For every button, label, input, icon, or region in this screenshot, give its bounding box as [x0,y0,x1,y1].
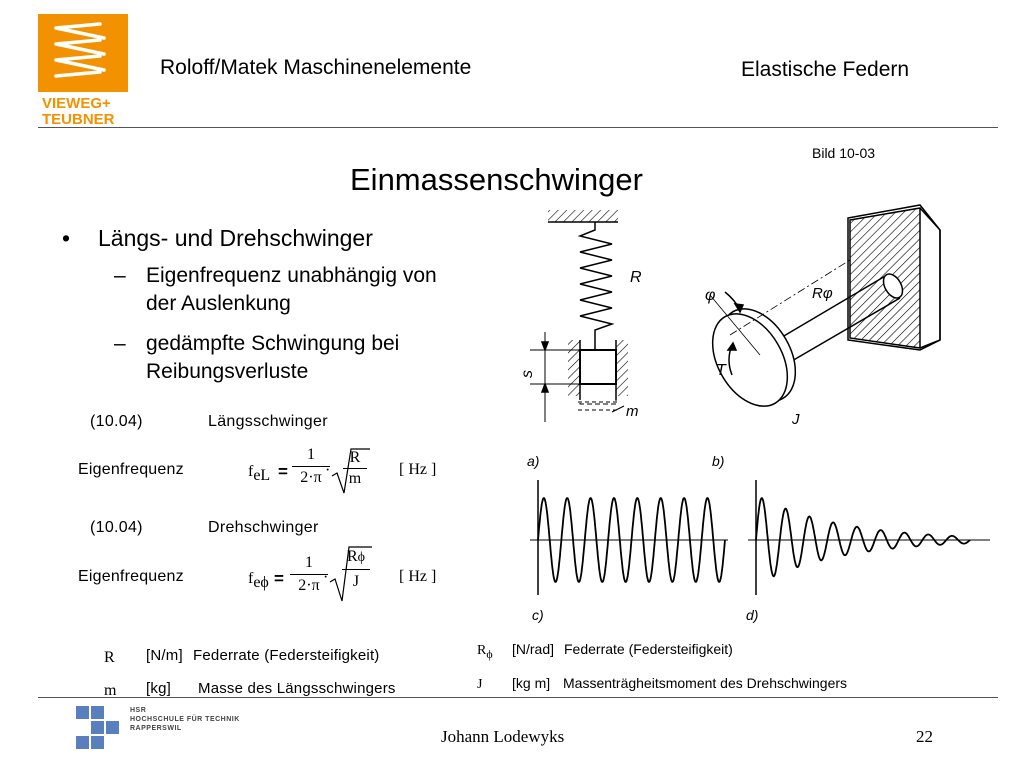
legend-r-desc: Federrate (Federsteifigkeit) [193,647,380,664]
eq1-number: (10.04) [90,413,143,430]
legend-j-symbol: J [477,677,483,692]
footer-author: Johann Lodewyks [441,727,565,746]
bullet-sub-2-text: gedämpfte Schwingung bei Reibungsverluste [146,332,400,383]
undamped-plot [530,480,728,595]
slide-title: Einmassenschwinger [350,162,643,197]
vieweg-teubner-logo [38,14,128,126]
header-divider [38,127,998,128]
shaft-j-label: J [792,411,800,428]
eq1-lhs: $f_{eL}$ [248,463,271,484]
shaft-t-label: T [716,362,726,379]
eq2-equals: = [274,569,284,588]
plot-c-label: c) [532,607,544,623]
legend-m-unit: [kg] [146,680,171,697]
chapter-title: Elastische Federn [741,58,910,81]
eq2-lhs: $f_{e\phi}$ [248,570,269,591]
legend-rphi-desc: Federrate (Federsteifigkeit) [564,641,733,657]
eq1-label: Eigenfrequenz [78,461,184,478]
eq2-dot: · [323,569,329,586]
bullet-dot-icon: • [62,225,71,251]
eq1-unit: [ Hz ] [399,461,437,478]
damped-wave [756,498,970,576]
dash-icon: – [114,264,126,287]
eq1-fraction: 1 2·π [292,446,330,487]
legend-rphi-unit: [N/rad] [512,641,555,657]
plot-d-label: d) [746,607,759,623]
torsion-oscillator [697,205,940,419]
bullet-sub-1-text: Eigenfrequenz unabhängig von der Auslenkung [146,264,437,315]
eq1-root-fraction: R m [343,449,367,488]
hsr-logo-icon [76,706,120,750]
svg-text:VIEWEG+: VIEWEG+ [42,95,111,112]
eq1-dot: · [325,462,331,479]
plot-a-label: a) [527,453,540,469]
legend-m-desc: Masse des Längsschwingers [198,680,396,697]
eq2-root-fraction: Rϕ J [342,548,370,591]
legend-m-symbol: m [104,682,117,699]
footer-divider [38,697,998,698]
figure-reference: Bild 10-03 [812,145,876,161]
bullet-main-text: Längs- und Drehschwinger [98,225,373,251]
plot-b-label: b) [712,453,725,469]
damped-plot [748,480,990,595]
dash-icon: – [114,332,126,355]
shaft-phi-label: φ [705,287,716,304]
spring-m-label: m [626,403,639,420]
oscillator-figure [500,200,1000,630]
shaft-rphi-label: Rφ [812,285,833,302]
legend-r-unit: [N/m] [146,647,183,664]
eq2-name: Drehschwinger [208,519,319,536]
book-title: Roloff/Matek Maschinenelemente [160,56,472,79]
eq1-name: Längsschwinger [208,413,328,430]
spring-oscillator [530,210,628,422]
legend-rphi-symbol: $R_\phi$ [477,643,493,661]
eq2-fraction: 1 2·π [290,554,328,595]
page-number: 22 [916,727,933,746]
eq2-number: (10.04) [90,519,143,536]
spring-s-label: s [519,370,536,378]
hsr-text: HSR HOCHSCHULE FÜR TECHNIK RAPPERSWIL [130,707,240,732]
svg-text:TEUBNER: TEUBNER [42,111,115,126]
legend-r-symbol: R [104,649,115,666]
eq2-unit: [ Hz ] [399,568,437,585]
legend-j-desc: Massenträgheitsmoment des Drehschwingers [563,675,848,691]
legend-j-unit: [kg m] [512,675,551,691]
eq1-equals: = [278,462,288,481]
spring-r-label: R [630,269,642,286]
eq2-label: Eigenfrequenz [78,568,184,585]
